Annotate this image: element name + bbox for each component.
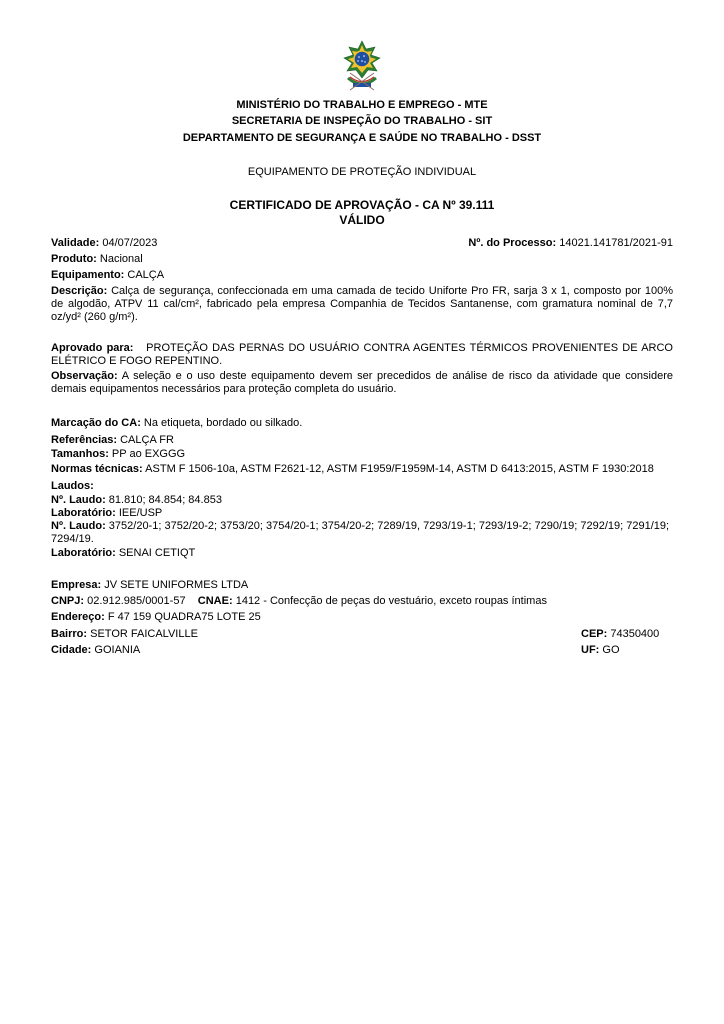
- department-title: DEPARTAMENTO DE SEGURANÇA E SAÚDE NO TRABALHO - DSST: [182, 132, 542, 144]
- cep-value: 74350400: [610, 628, 660, 640]
- processo-row: [468, 237, 673, 250]
- endereco-value: F 47 159 QUADRA75 LOTE 25: [107, 611, 261, 623]
- aprovado-value: PROTEÇÃO DAS PERNAS DO USUÁRIO CONTRA AGENTES TÉRMICOS PROVENIENTES DE ARCO ELÉTRICO E FOGO REPENTINO.: [51, 342, 673, 367]
- lab2-value: SENAI CETIQT: [118, 547, 196, 559]
- laudo2-row: [51, 520, 673, 546]
- certificate-title: CERTIFICADO DE APROVAÇÃO - CA Nº 39.111: [229, 198, 495, 212]
- secretariat-title: SECRETARIA DE INSPEÇÃO DO TRABALHO - SIT: [231, 115, 493, 127]
- referencias-value: CALÇA FR: [120, 434, 174, 446]
- normas-row: [51, 463, 673, 476]
- lab1-label: Laboratório:: [51, 507, 116, 519]
- bairro-label: Bairro:: [51, 628, 88, 640]
- tamanhos-row: [51, 448, 673, 461]
- laudo2-label: Nº. Laudo:: [51, 520, 106, 532]
- cidade-row: [51, 644, 673, 657]
- observacao-row: [51, 370, 673, 396]
- validade-label: Validade:: [51, 237, 100, 249]
- validade-value: 04/07/2023: [102, 237, 158, 249]
- descricao-value: Calça de segurança, confeccionada em uma camada de tecido Uniforte Pro FR, sarja 3 x 1, composto por 100% de algodão, ATPV 11 cal/cm², fabricado pela empresa Companhia de Tecidos Santanense, com gramatura nominal de 7,7 oz/yd² (260 g/m²).: [51, 285, 673, 323]
- bairro-row: [51, 628, 673, 641]
- produto-label: Produto:: [51, 253, 97, 265]
- aprovado-row: [51, 342, 673, 368]
- cnae-label: CNAE:: [197, 595, 233, 607]
- produto-value: Nacional: [99, 253, 143, 265]
- cep-label: CEP:: [581, 628, 608, 640]
- descricao-label: Descrição:: [51, 285, 108, 297]
- equipamento-row: [51, 269, 673, 282]
- tamanhos-value: PP ao EXGGG: [111, 448, 186, 460]
- processo-label: Nº. do Processo:: [468, 237, 557, 249]
- document-subtitle: EQUIPAMENTO DE PROTEÇÃO INDIVIDUAL: [247, 166, 477, 178]
- referencias-row: [51, 434, 673, 447]
- certificate-status: VÁLIDO: [339, 213, 385, 227]
- empresa-label: Empresa:: [51, 579, 102, 591]
- referencias-label: Referências:: [51, 434, 118, 446]
- aprovado-label: Aprovado para:: [51, 342, 134, 354]
- lab1-value: IEE/USP: [118, 507, 163, 519]
- cnpj-row: [51, 595, 673, 608]
- cnpj-label: CNPJ:: [51, 595, 85, 607]
- lab2-label: Laboratório:: [51, 547, 116, 559]
- lab1-row: [51, 507, 673, 520]
- marcacao-row: [51, 417, 673, 430]
- uf-row: [581, 644, 620, 657]
- observacao-value: A seleção e o uso deste equipamento devem ser precedidos de análise de risco da atividade que considere demais equipamentos necessários para proteção completa do usuário.: [51, 370, 673, 395]
- produto-row: [51, 253, 673, 266]
- brazil-coat-of-arms-icon: [342, 40, 382, 94]
- laudo2-value: 3752/20-1; 3752/20-2; 3753/20; 3754/20-1; 3754/20-2; 7289/19, 7293/19-1; 7293/19-2; 7290/19; 7292/19; 7291/19; 7294/19.: [51, 520, 670, 545]
- lab2-row: [51, 547, 673, 560]
- laudo1-label: Nº. Laudo:: [51, 494, 106, 506]
- equipamento-label: Equipamento:: [51, 269, 125, 281]
- cnpj-value: 02.912.985/0001-57: [87, 595, 186, 607]
- bairro-value: SETOR FAICALVILLE: [90, 628, 198, 640]
- cnae-value: 1412 - Confecção de peças do vestuário, exceto roupas íntimas: [235, 595, 547, 607]
- laudos-label: Laudos:: [51, 480, 94, 492]
- descricao-row: [51, 285, 673, 324]
- laudo1-row: [51, 494, 673, 507]
- laudos-heading: [51, 480, 673, 493]
- processo-value: 14021.141781/2021-91: [559, 237, 673, 249]
- ministry-title: MINISTÉRIO DO TRABALHO E EMPREGO - MTE: [236, 99, 488, 111]
- endereco-row: [51, 611, 673, 624]
- equipamento-value: CALÇA: [127, 269, 165, 281]
- empresa-value: JV SETE UNIFORMES LTDA: [104, 579, 249, 591]
- endereco-label: Endereço:: [51, 611, 105, 623]
- cep-row: [581, 628, 659, 641]
- cidade-value: GOIANIA: [94, 644, 141, 656]
- observacao-label: Observação:: [51, 370, 118, 382]
- tamanhos-label: Tamanhos:: [51, 448, 109, 460]
- normas-value: ASTM F 1506-10a, ASTM F2621-12, ASTM F1959/F1959M-14, ASTM D 6413:2015, ASTM F 1930:2018: [145, 463, 654, 475]
- empresa-row: [51, 579, 673, 592]
- uf-label: UF:: [581, 644, 600, 656]
- uf-value: GO: [602, 644, 620, 656]
- laudo1-value: 81.810; 84.854; 84.853: [108, 494, 222, 506]
- marcacao-value: Na etiqueta, bordado ou silkado.: [143, 417, 303, 429]
- marcacao-label: Marcação do CA:: [51, 417, 141, 429]
- normas-label: Normas técnicas:: [51, 463, 143, 475]
- cidade-label: Cidade:: [51, 644, 92, 656]
